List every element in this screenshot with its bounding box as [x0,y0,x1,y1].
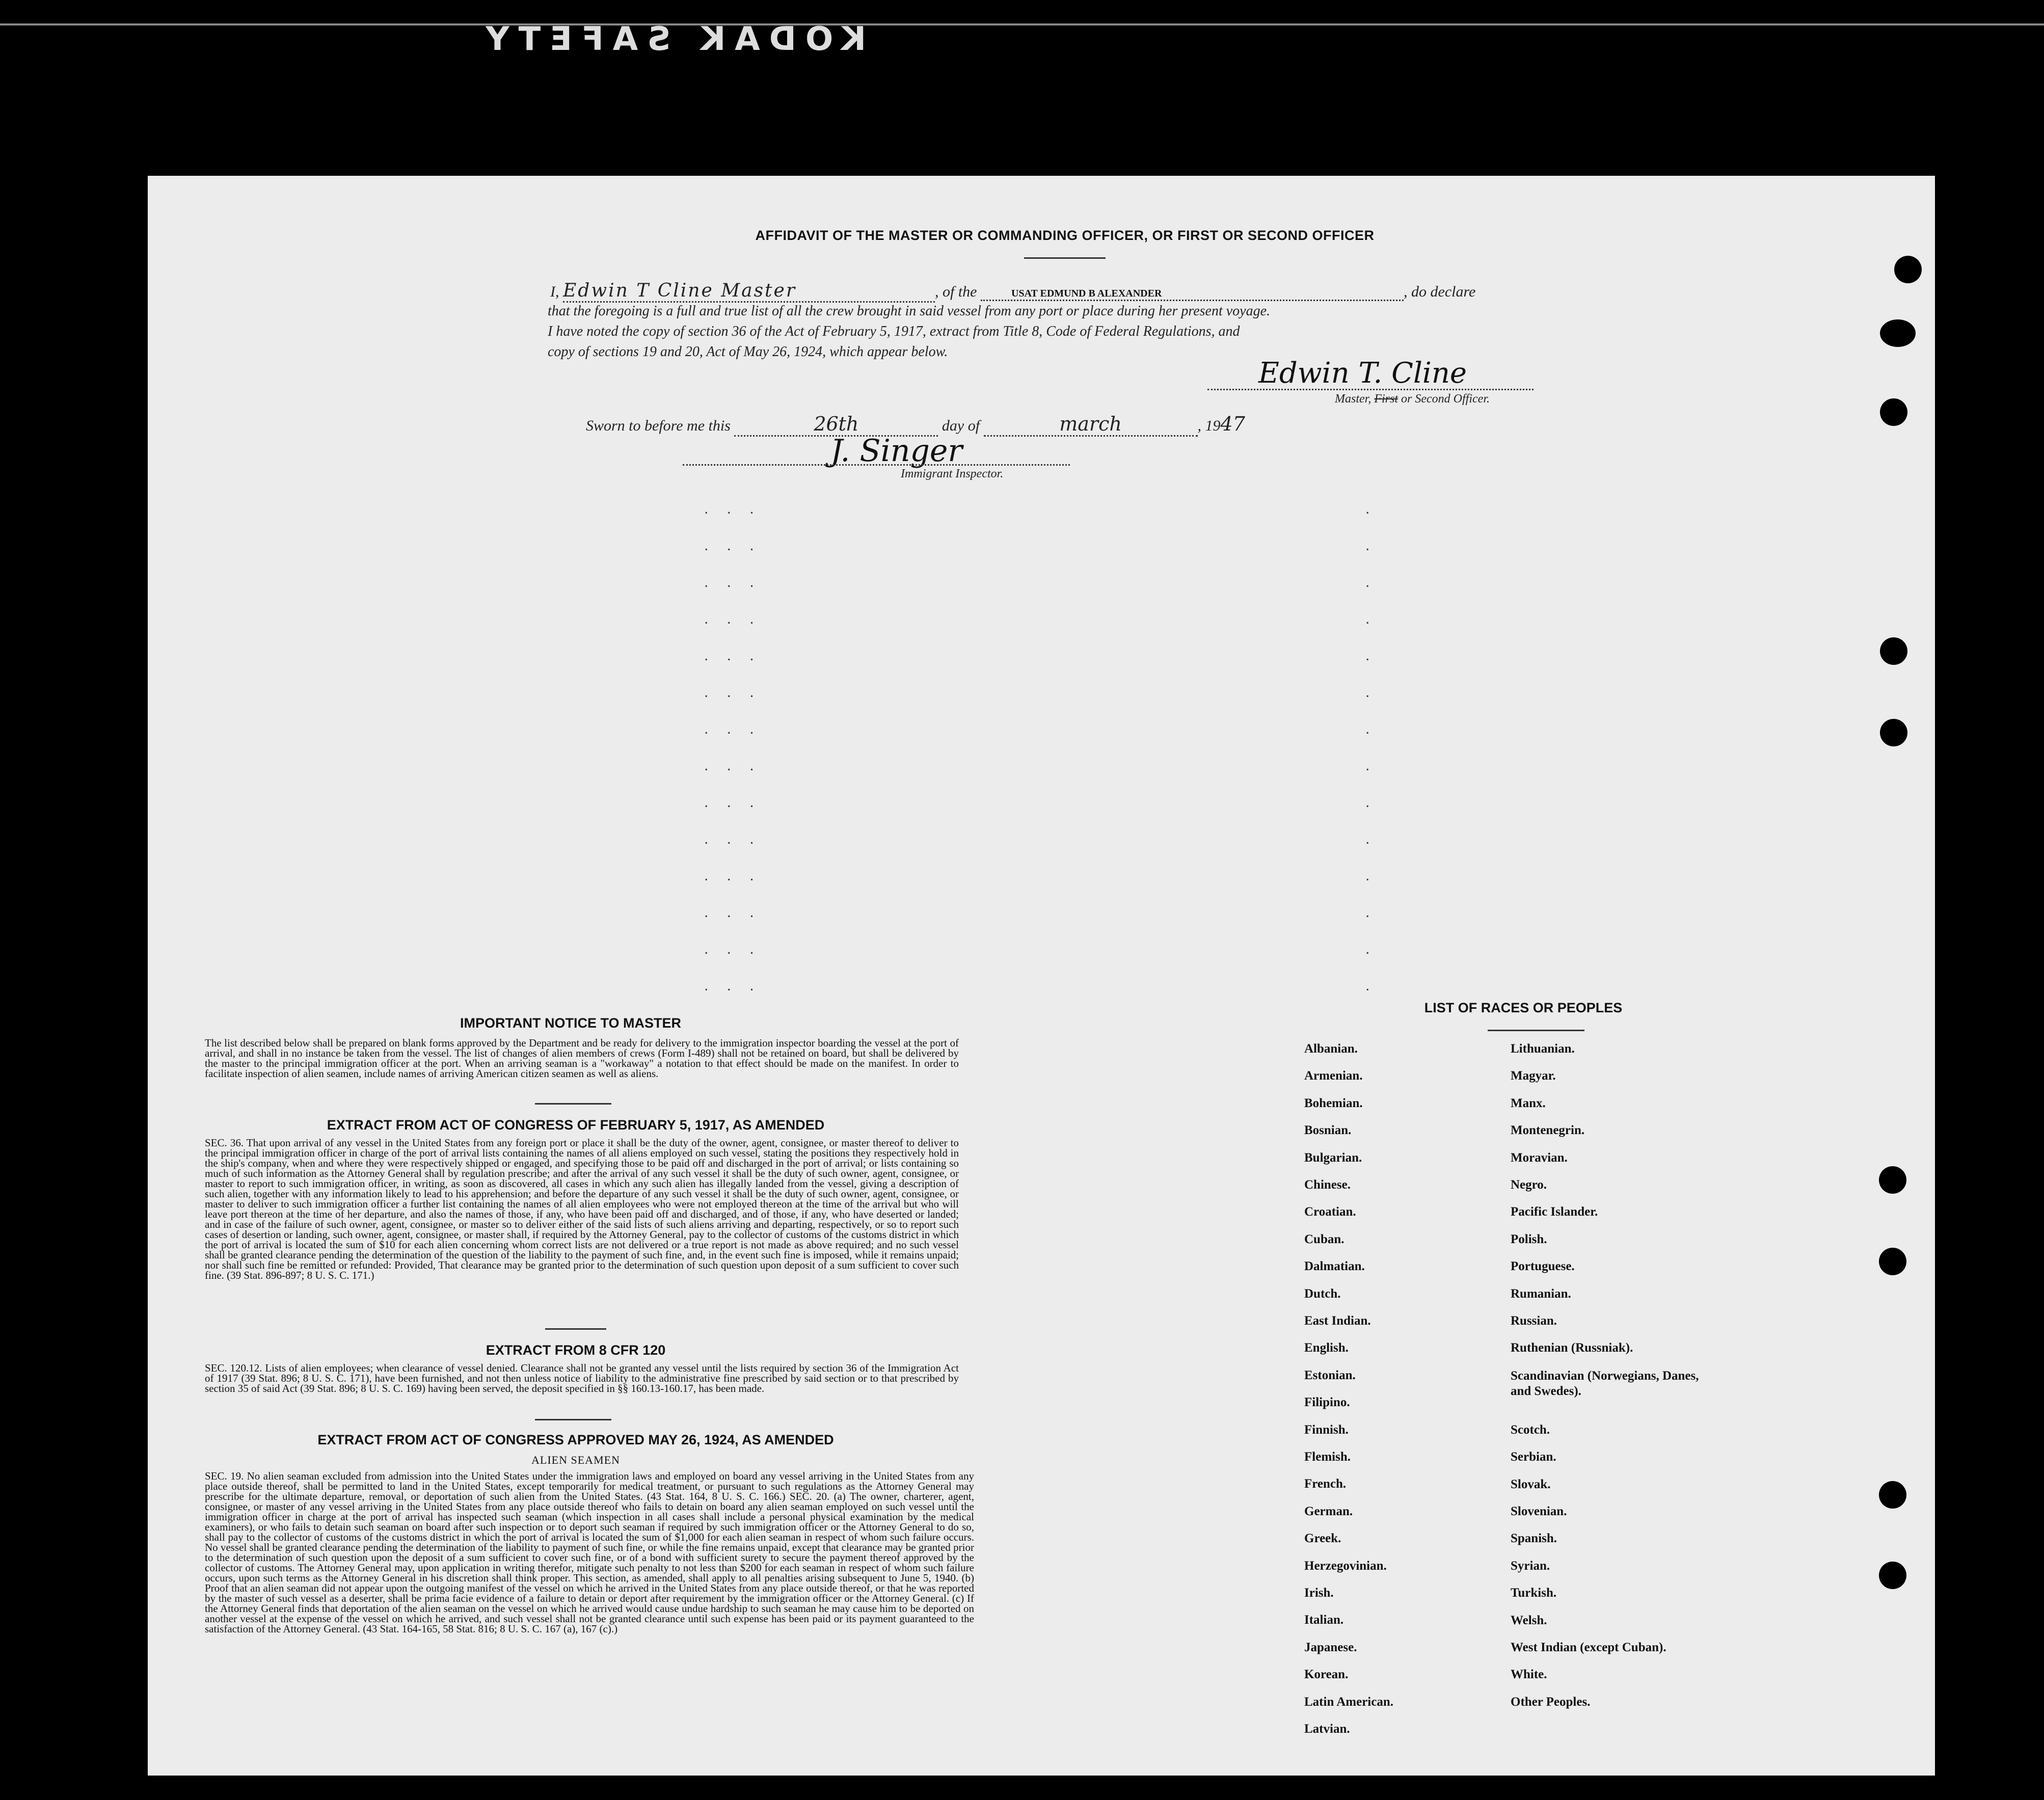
affidavit-title: AFFIDAVIT OF THE MASTER OR COMMANDING OFFICER, OR FIRST OR SECOND OFFICER [755,228,1375,243]
extract-1924-body: SEC. 19. No alien seaman excluded from admission into the United States under the immigration laws and employed on board any vessel arriving in the United States from any place outside thereof, shall be permitted to land in the United States, except temporarily for medical treatment, or pursuant to such regulations as the Attorney General may prescribe for the ultimate departure, removal, or deportation of such alien from the United States. (43 Stat. 164, 8 U. S. C. 166.) SEC. 20. (a) The owner, charterer, agent, consignee, or master of any vessel arriving in the United States from any place outside thereof who fails to detain on board any alien seaman employed on such vessel until the immigration officer in charge at the port of arrival has inspected such seaman (which inspection in all cases shall include a personal physical examination by the medical examiners), or who fails to detain such seaman on board after such inspection or to deport such seaman if required by such immigration officer or the Attorney General to do so, shall pay to the collector of customs of the customs district in which the port of arrival is located the sum of $1,000 for each alien seaman in respect of whom such failure occurs. No vessel shall be granted clearance pending the determination of the liability to payment of such fine, or while the fine remains unpaid, except that clearance may be granted prior to the determination of such question upon the deposit of a sum sufficient to cover such fine, or of a bond with sufficient surety to secure the payment thereof approved by the collector of customs. The Attorney General may, upon application in writing therefor, mitigate such penalty to not less than $200 for each seaman in respect of whom such failure occurs, upon such terms as the Attorney General in his discretion shall think proper. This section, as amended, shall apply to all penalties arising subsequent to June 5, 1940. (b) Proof that an alien seaman did not appear upon the outgoing manifest of the vessel on which he arrived in the United States from any place outside thereof, or that he was reported by the master of such vessel as a deserter, shall be prima facie evidence of a failure to detain or deport after requirement by the immigration officer or the Attorney General. (c) If the Attorney General finds that deportation of the alien seaman on the vessel on which he arrived would cause undue hardship to such seaman he may cause him to be deported on another vessel at the expense of the vessel on which he arrived, and such vessel shall not be granted clearance until such expense has been paid or its payment guaranteed to the satisfaction of the Attorney General. (43 Stat. 164-165, 58 Stat. 816; 8 U. S. C. 167 (a), 167 (c).) [205,1470,974,1635]
race-item: Flemish. [1304,1450,1351,1464]
race-item: Negro. [1511,1178,1547,1192]
vessel-name: USAT EDMUND B ALEXANDER [981,288,1404,301]
extract-1924-title: EXTRACT FROM ACT OF CONGRESS APPROVED MAY 26, 1924, AS AMENDED [317,1432,834,1447]
race-item: Estonian. [1304,1368,1356,1382]
race-item: Moravian. [1511,1150,1568,1165]
extract-1917-body: SEC. 36. That upon arrival of any vessel in the United States from any foreign port or place it shall be the duty of the owner, agent, consignee, or master thereof to deliver to the principal immigration officer in charge of the port of arrival lists containing the names of all aliens employed on such vessel, stating the positions they respectively hold in the ship's company, when and where they were respectively shipped or engaged, and specifying those to be paid off and discharged in the port of arrival; or lists containing so much of such information as the Attorney General shall by regulation prescribe; and after the arrival of any such vessel it shall be the duty of such owner, agent, consignee, or master to report to such immigration officer, in writing, as soon as discovered, all cases in which any such alien has illegally landed from the vessel, giving a description of such alien, together with any information likely to lead to his apprehension; and before the departure of any such vessel it shall be the duty of such owner, agent, consignee, or master to deliver to such immigration officer a further list containing the names of all alien employees who were not employed thereon at the time of the arrival but who will leave port thereon at the time of her departure, and also the names of those, if any, who have been paid off and discharged, and of those, if any, who have deserted or landed; and in case of the failure of such owner, agent, consignee, or master so to deliver either of the said lists of such aliens arriving and departing, respectively, or so to report such cases of desertion or landing, such owner, agent, consignee, or master shall, if required by the Attorney General, pay to the collector of customs of the customs district in which the port of arrival is located the sum of $10 for each alien concerning whom correct lists are not delivered or a true report is not made as above required; and no such vessel shall be granted clearance pending the determination of the question of the liability to the payment of such fine, and, in the event such fine is imposed, while it remains unpaid; nor shall such fine be remitted or refunded: Provided, That clearance may be granted prior to the determination of such question upon deposit of a sum sufficient to cover such fine. (39 Stat. 896-897; 8 U. S. C. 171.) [205,1137,959,1281]
signature-caption [1335,392,1490,406]
race-item: White. [1511,1668,1547,1682]
extract-cfr-body: SEC. 120.12. Lists of alien employees; when clearance of vessel denied. Clearance shall not be granted any vessel until the lists required by section 36 of the Immigration Act of 1917 (39 Stat. 896; 8 U. S. C. 171), have been furnished, and not then unless notice of liability to the administrative fine prescribed by said section or to that prescribed by section 35 of said Act (39 Stat. 896; 8 U. S. C. 169) having been served, the deposit specified in §§ 160.13-160.17, has been made. [205,1362,959,1394]
race-item: Bosnian. [1304,1123,1352,1138]
race-item: West Indian (except Cuban). [1511,1641,1666,1654]
race-item: Chinese. [1304,1178,1351,1192]
sworn-prefix: Sworn to before me this [586,417,731,434]
document-page [148,176,1935,1776]
race-item: Ruthenian (Russniak). [1511,1341,1633,1355]
punch-hole [1879,1248,1906,1275]
races-title-underline [1488,1030,1584,1031]
race-item: Albanian. [1304,1042,1358,1056]
sworn-day: 26th [734,413,938,437]
race-item: Finnish. [1304,1422,1349,1437]
inspector-signature-line [683,464,1070,466]
faint-dot-column: . . . . . . . . . . . . . . . . . . . . . . . . . . . . . . . . . . . . . . . . . . [704,500,761,994]
sworn-year: 47 [1220,413,1245,435]
do-declare-label: , do declare [1404,283,1476,300]
day-of-label: day of [942,417,980,434]
extract-cfr-title: EXTRACT FROM 8 CFR 120 [486,1342,666,1358]
sworn-month: march [984,413,1198,437]
race-item: Slovak. [1511,1477,1551,1491]
affidavit-line2: that the foregoing is a full and true list of all the crew brought in said vessel from any port or place during her present voyage. [548,303,1271,319]
race-item: Bulgarian. [1304,1150,1362,1165]
race-item: Other Peoples. [1511,1695,1591,1709]
race-item: Scotch. [1511,1422,1550,1437]
race-item: Pacific Islander. [1511,1205,1598,1219]
race-item: Irish. [1304,1586,1334,1600]
race-item: Portuguese. [1511,1259,1575,1274]
affidavit-line3: I have noted the copy of section 36 of the Act of February 5, 1917, extract from Title 8, Code of Federal Regulations, and [548,324,1240,339]
affidavit-line4: copy of sections 19 and 20, Act of May 26, 1924, which appear below. [548,344,948,360]
race-item: Italian. [1304,1613,1344,1627]
race-item: Russian. [1511,1314,1557,1328]
race-item: East Indian. [1304,1314,1371,1328]
punch-hole [1880,637,1907,665]
section-divider [535,1103,611,1105]
race-item: Japanese. [1304,1640,1357,1654]
race-item: Korean. [1304,1668,1349,1682]
race-item: German. [1304,1504,1353,1518]
race-item: Greek. [1304,1532,1341,1546]
punch-hole [1880,319,1916,347]
race-item: Croatian. [1304,1205,1356,1219]
race-item: Lithuanian. [1511,1042,1575,1056]
caption-first-struck: First [1374,392,1398,406]
race-item: Turkish. [1511,1586,1557,1600]
master-signature: Edwin T. Cline [1258,357,1467,390]
notice-title: IMPORTANT NOTICE TO MASTER [460,1015,681,1031]
extract-1924-subtitle: ALIEN SEAMEN [531,1454,620,1466]
punch-hole [1894,256,1922,283]
punch-hole [1879,1481,1906,1509]
race-item: Herzegovinian. [1304,1559,1387,1573]
race-item: Armenian. [1304,1069,1363,1083]
section-divider [545,1328,606,1330]
race-item: Magyar. [1511,1069,1556,1083]
declarant-prefix: I, [550,283,559,300]
section-divider [535,1419,611,1420]
punch-hole [1879,1562,1906,1589]
film-edge-marking: KODAK SAFETY [476,20,866,58]
race-item: French. [1304,1477,1347,1491]
caption-second-officer: or Second Officer. [1401,392,1490,406]
race-item: Bohemian. [1304,1096,1363,1110]
race-item: Latin American. [1304,1695,1393,1709]
year-prefix: , 19 [1197,417,1221,434]
race-item: Cuban. [1304,1232,1344,1246]
inspector-caption: Immigrant Inspector. [901,467,1004,480]
punch-hole [1879,1166,1906,1194]
extract-1917-title: EXTRACT FROM ACT OF CONGRESS OF FEBRUARY 5, 1917, AS AMENDED [327,1117,825,1133]
race-item: Serbian. [1511,1450,1556,1464]
caption-master: Master, [1335,392,1371,406]
notice-body: The list described below shall be prepared on blank forms approved by the Department and be ready for delivery to the immigration inspector boarding the vessel at the port of arrival, and shall in no instance be taken from the vessel. The list of changes of alien members of crews (Form I-489) shall not be retained on board, but shall be delivered by the master to the principal immigration officer at the port. When an arriving seaman is a "workaway" a notation to that effect should be made on the manifest. In order to facilitate inspection of alien seamen, include names of arriving American citizen seamen as well as aliens. [205,1037,959,1080]
punch-hole [1880,398,1907,426]
race-item: Spanish. [1511,1532,1557,1546]
race-item: Scandinavian (Norwegians, Danes, and Swedes). [1511,1368,1699,1398]
officer-name: Edwin T Cline Master [563,280,935,303]
race-item: Rumanian. [1511,1286,1571,1301]
race-item: Syrian. [1511,1559,1550,1573]
race-item: Slovenian. [1511,1505,1567,1518]
punch-hole [1880,719,1907,746]
faint-dot-column: . . . . . . . . . . . . . . [1365,500,1377,994]
race-item: Polish. [1511,1232,1547,1246]
race-item: Manx. [1511,1096,1546,1110]
race-item: Dutch. [1304,1286,1341,1301]
race-item: Dalmatian. [1304,1259,1365,1274]
race-item: Latvian. [1304,1722,1350,1736]
race-item: Filipino. [1304,1395,1350,1410]
races-title: LIST OF RACES OR PEOPLES [1424,1000,1623,1015]
affidavit-line1 [550,280,1671,303]
title-underline [1024,257,1106,259]
race-item: Montenegrin. [1511,1123,1585,1138]
inspector-signature: J. Singer [830,433,963,469]
race-item: English. [1304,1341,1349,1355]
signature-line [1207,389,1534,390]
race-item: Welsh. [1511,1613,1547,1627]
of-the-label: , of the [935,283,977,300]
